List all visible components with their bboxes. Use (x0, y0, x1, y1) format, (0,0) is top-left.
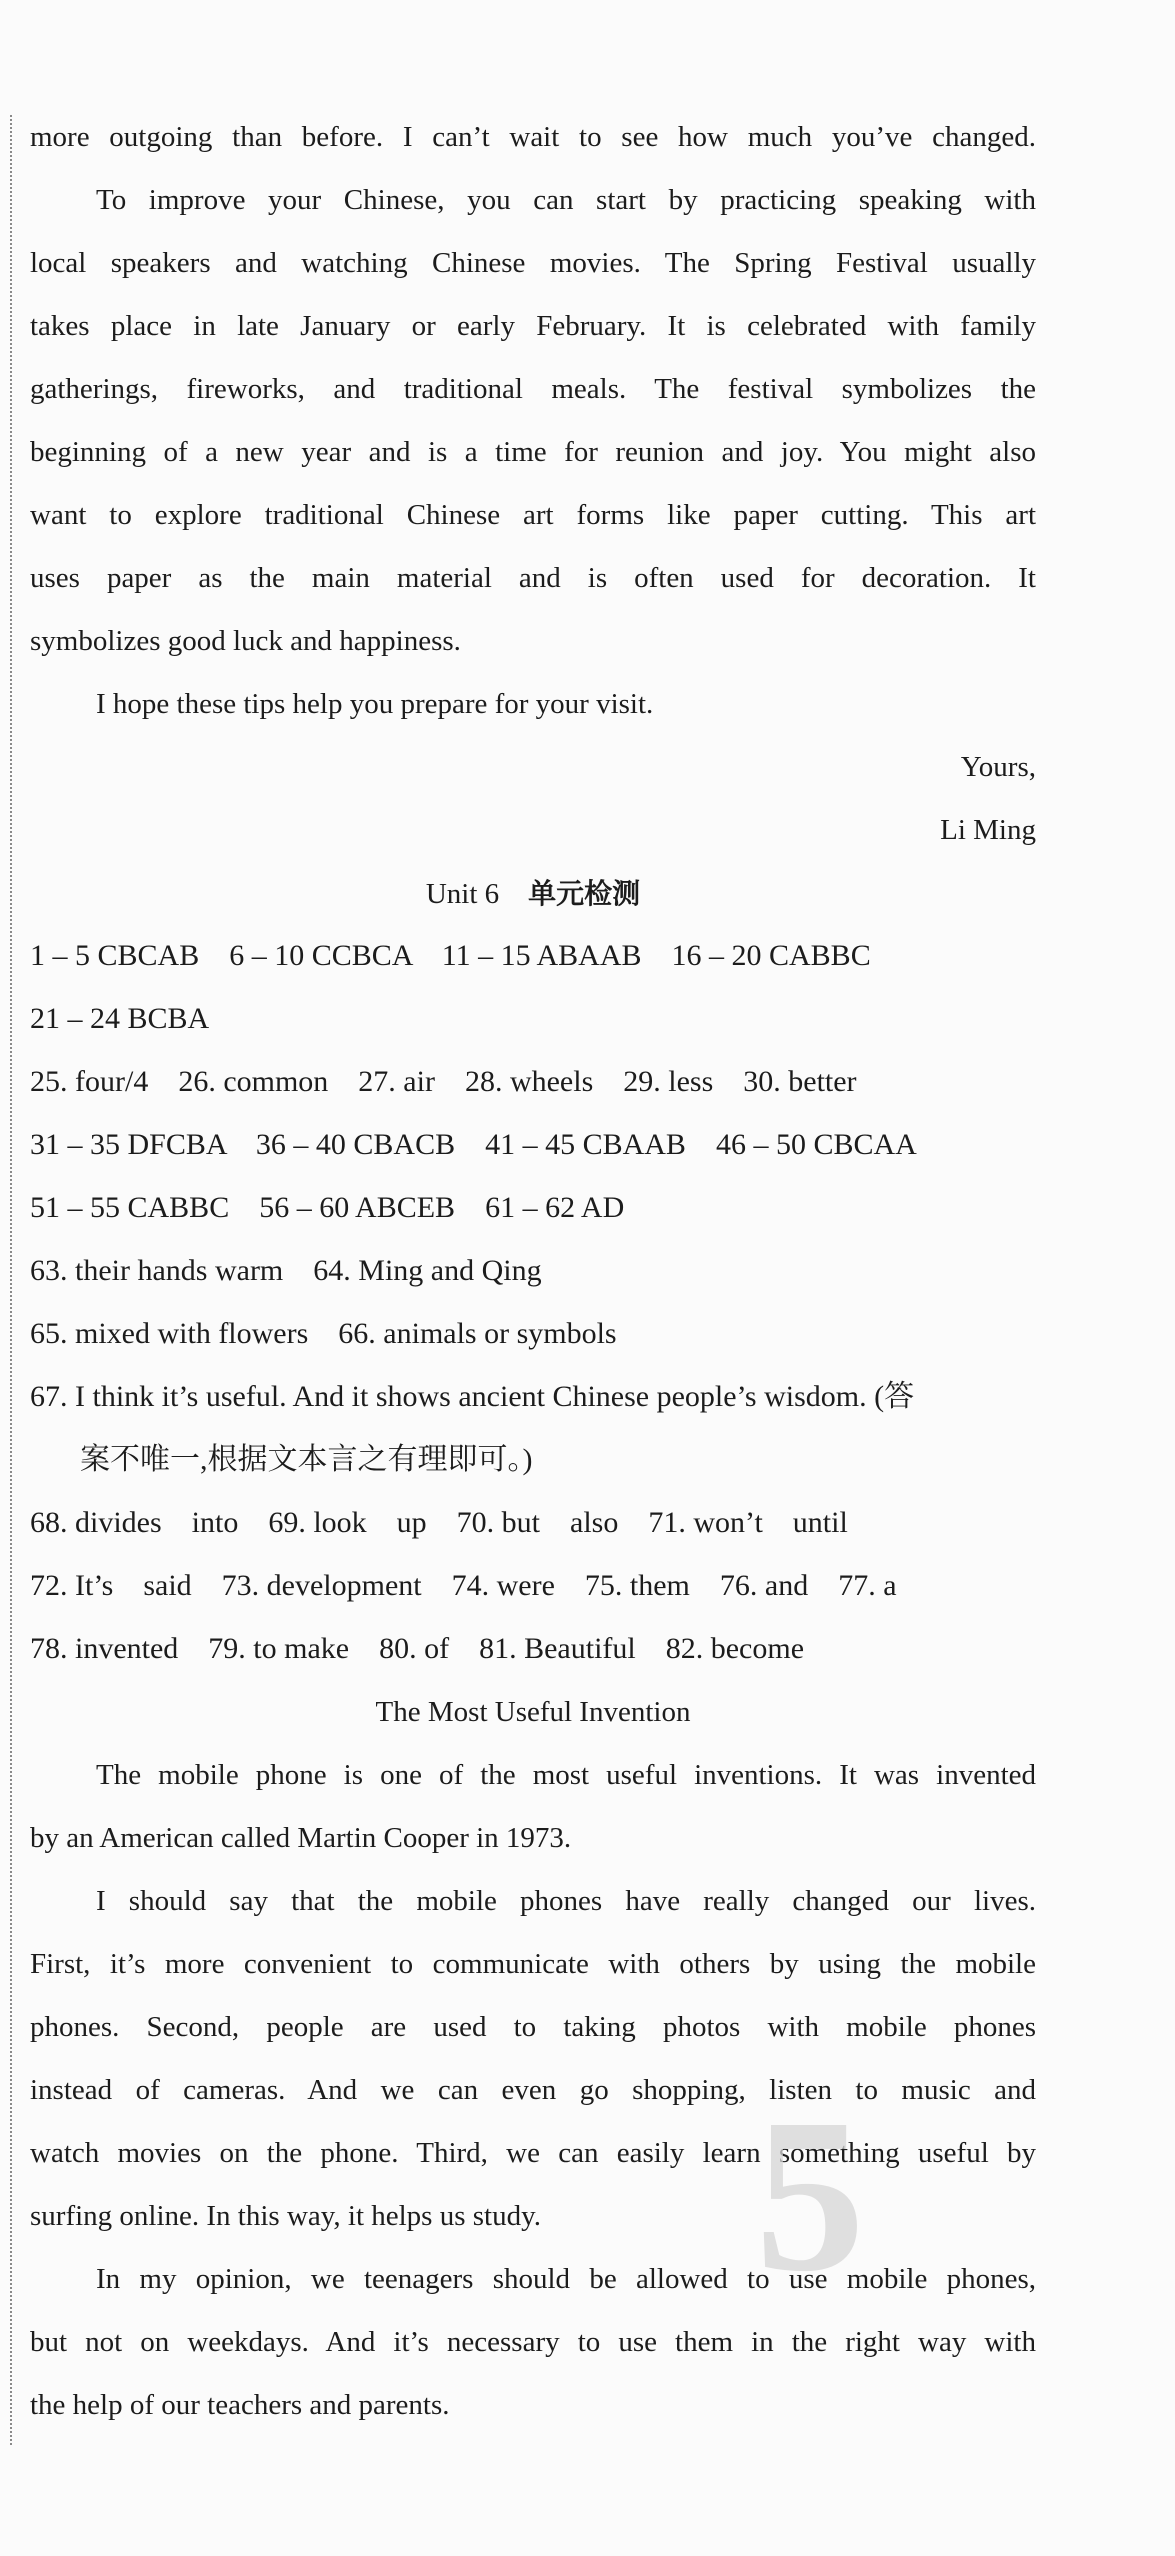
binding-margin-line (10, 115, 12, 2445)
unit-title-en: Unit 6 (425, 878, 500, 910)
essay-title: The Most Useful Invention (375, 1696, 691, 1728)
answer-row: 51 – 55 CABBC 56 – 60 ABCEB 61 – 62 AD (30, 1191, 625, 1224)
essay-p3-line: but not on weekdays. And it’s necessary to use them in the right way with (30, 2326, 1036, 2358)
answer-row: 72. It’s said 73. development 74. were 75. them 76. and 77. a (30, 1569, 897, 1602)
unit-heading (30, 872, 1036, 916)
letter-p2-line: beginning of a new year and is a time for reunion and joy. You might also (30, 436, 1036, 468)
letter-p2-line: gatherings, fireworks, and traditional meals. The festival symbolizes the (30, 373, 1036, 405)
letter-signature: Li Ming (940, 814, 1036, 846)
essay-p3-line: the help of our teachers and parents. (30, 2389, 450, 2421)
essay-p3-line: In my opinion, we teenagers should be allowed to use mobile phones, (96, 2263, 1036, 2295)
unit-title-cn: 单元检测 (528, 877, 641, 910)
answer-row: 1 – 5 CBCAB 6 – 10 CCBCA 11 – 15 ABAAB 16 – 20 CABBC (30, 939, 871, 972)
letter-p2-line: To improve your Chinese, you can start by practicing speaking with (96, 184, 1036, 216)
essay-p2-line: I should say that the mobile phones have really changed our lives. (96, 1885, 1036, 1917)
answer-row-continued: 案不唯一,根据文本言之有理即可。) (80, 1443, 533, 1476)
answer-row: 68. divides into 69. look up 70. but also 71. won’t until (30, 1506, 848, 1539)
answer-row: 67. I think it’s useful. And it shows ancient Chinese people’s wisdom. (答 (30, 1380, 915, 1413)
page-number-watermark: 5 (755, 2073, 865, 2317)
letter-p3: I hope these tips help you prepare for your visit. (96, 688, 654, 720)
letter-p2-line: symbolizes good luck and happiness. (30, 625, 461, 657)
answer-row: 31 – 35 DFCBA 36 – 40 CBACB 41 – 45 CBAAB 46 – 50 CBCAA (30, 1128, 917, 1161)
essay-p2-line: watch movies on the phone. Third, we can easily learn something useful by (30, 2137, 1036, 2169)
essay-p2-line: instead of cameras. And we can even go shopping, listen to music and (30, 2074, 1036, 2106)
letter-p1-end: more outgoing than before. I can’t wait to see how much you’ve changed. (30, 121, 1036, 153)
letter-p2-line: want to explore traditional Chinese art forms like paper cutting. This art (30, 499, 1036, 531)
letter-closing: Yours, (960, 751, 1036, 783)
answer-row: 25. four/4 26. common 27. air 28. wheels 29. less 30. better (30, 1065, 857, 1098)
letter-p2-line: uses paper as the main material and is often used for decoration. It (30, 562, 1036, 594)
answer-row: 63. their hands warm 64. Ming and Qing (30, 1254, 542, 1287)
essay-p1-line: by an American called Martin Cooper in 1973. (30, 1822, 572, 1854)
essay-p2-line: surfing online. In this way, it helps us study. (30, 2200, 541, 2232)
letter-p2-line: takes place in late January or early February. It is celebrated with family (30, 310, 1036, 342)
letter-p2-line: local speakers and watching Chinese movies. The Spring Festival usually (30, 247, 1036, 279)
essay-p2-line: phones. Second, people are used to taking photos with mobile phones (30, 2011, 1036, 2043)
answer-row: 65. mixed with flowers 66. animals or symbols (30, 1317, 617, 1350)
essay-p2-line: First, it’s more convenient to communicate with others by using the mobile (30, 1948, 1036, 1980)
essay-p1-line: The mobile phone is one of the most useful inventions. It was invented (96, 1759, 1036, 1791)
answer-row: 21 – 24 BCBA (30, 1002, 210, 1035)
answer-row: 78. invented 79. to make 80. of 81. Beautiful 82. become (30, 1632, 805, 1665)
